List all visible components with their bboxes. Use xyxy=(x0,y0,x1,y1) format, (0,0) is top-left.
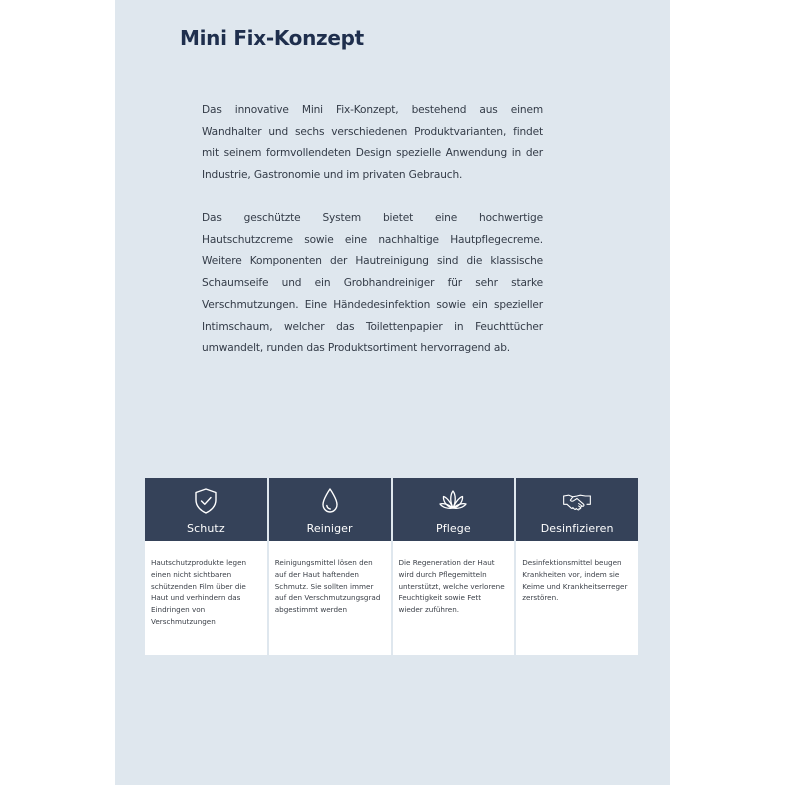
card-schutz xyxy=(145,478,267,655)
card-header xyxy=(269,478,391,541)
card-text: Die Regeneration der Haut wird durch Pflegemitteln unterstützt, welche verlorene Feuchtigkeit sowie Fett wieder zuführen. xyxy=(398,558,505,615)
shield-check-icon xyxy=(191,486,221,516)
card-text: Hautschutzprodukte legen einen nicht sichtbaren schützenden Film über die Haut und verhindern das Eindringen von Verschmutzungen xyxy=(151,558,247,626)
card-reiniger xyxy=(269,478,391,655)
card-desinfizieren xyxy=(516,478,638,655)
card-title: Reiniger xyxy=(306,522,353,535)
feature-cards xyxy=(145,478,638,655)
intro-paragraph: Das innovative Mini Fix-Konzept, bestehend aus einem Wandhalter und sechs verschiedenen Produktvarianten, findet mit seinem formvollendeten Design spezielle Anwendung in der Industrie, Gastronomie und im privaten Gebrauch. xyxy=(202,104,543,182)
card-header xyxy=(516,478,638,541)
water-drop-icon xyxy=(315,486,345,516)
page-title: Mini Fix-Konzept xyxy=(180,26,364,50)
card-title: Desinfizieren xyxy=(540,522,614,535)
card-title: Pflege xyxy=(436,522,471,535)
card-text: Reinigungsmittel lösen den auf der Haut haftenden Schmutz. Sie sollten immer auf den Verschmutzungsgrad abgestimmt werden xyxy=(274,558,381,615)
lotus-icon xyxy=(438,486,468,516)
handshake-icon xyxy=(562,486,592,516)
document-page xyxy=(115,0,670,785)
card-header xyxy=(145,478,267,541)
card-text: Desinfektionsmittel beugen Krankheiten vor, indem sie Keime und Krankheitserreger zerstören. xyxy=(522,558,628,603)
card-title: Schutz xyxy=(187,522,225,535)
card-header xyxy=(393,478,515,541)
card-pflege xyxy=(393,478,515,655)
system-paragraph: Das geschützte System bietet eine hochwertige Hautschutzcreme sowie eine nachhaltige Hautpflegecreme. Weitere Komponenten der Hautreinigung sind die klassische Schaumseife und ein Grobhandreiniger für sehr starke Verschmutzungen. Eine Händedesinfektion sowie ein spezieller Intimschaum, welcher das Toilettenpapier in Feuchttücher umwandelt, runden das Produktsortiment hervorragend ab. xyxy=(202,212,543,355)
